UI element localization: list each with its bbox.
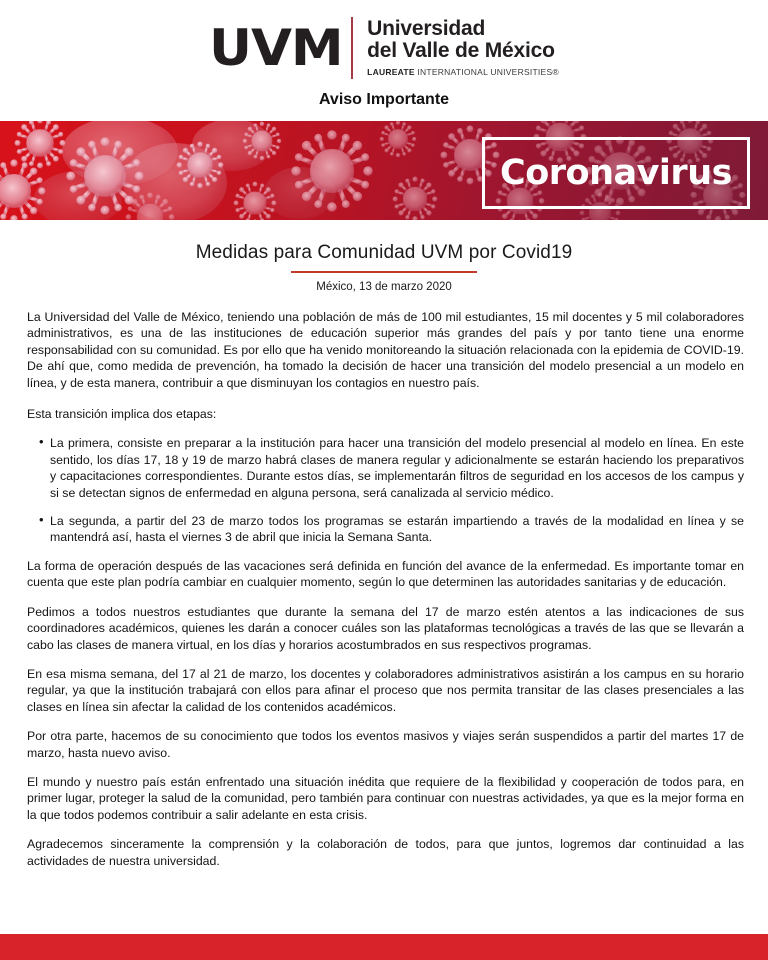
- logo-university-line2: del Valle de México: [367, 39, 555, 62]
- etapas-list: [27, 435, 744, 545]
- paragraph-operacion: La forma de operación después de las vacaciones será definida en función del avance de la enfermedad. Es importante tomar en cuenta que este plan podría cambiar en cualquier momento, según lo que determinen las autoridades sanitarias y de educación.: [27, 558, 744, 590]
- footer-bar: [0, 934, 768, 960]
- page-title: Medidas para Comunidad UVM por Covid19: [195, 242, 573, 263]
- logo-text-block: [367, 17, 559, 79]
- paragraph-docentes: En esa misma semana, del 17 al 21 de marzo, los docentes y colaboradores administrativos asistirán a los campus en su horario regular, ya que la institución trabajará con ellos para afinar el proceso que nos permita transitar de las clases presenciales a las clases en línea sin afectar la calidad de los contenidos académicos.: [27, 666, 744, 714]
- paragraph-etapas-intro: Esta transición implica dos etapas:: [27, 407, 217, 422]
- paragraph-agradecimiento: Agradecemos sinceramente la comprensión y la colaboración de todos, para que juntos, logremos dar continuidad a las actividades de nuestra universidad.: [27, 837, 744, 868]
- paragraph-estudiantes: Pedimos a todos nuestros estudiantes que durante la semana del 17 de marzo estén atentos a las indicaciones de sus coordinadores académicos, quienes les darán a conocer cuáles son las plataformas tecnológicas a través de las que se llevarán a cabo las clases de manera virtual, en los días y horarios acostumbrados en sus respectivos programas.: [27, 604, 744, 652]
- logo-tagline: [367, 67, 559, 77]
- logo-university-line1: Universidad: [367, 17, 486, 40]
- document-header: [0, 0, 768, 95]
- document-date: México, 13 de marzo 2020: [316, 281, 452, 293]
- notice-heading: Aviso Importante: [318, 91, 450, 108]
- coronavirus-badge: [482, 137, 750, 209]
- title-block: [0, 242, 768, 273]
- document-body: [0, 309, 768, 869]
- list-item: • La segunda, a partir del 23 de marzo todos los programas se estarán impartiendo a través de la modalidad en línea y se mantendrá así, hasta el viernes 3 de abril que inicia la Semana Santa.: [27, 513, 744, 546]
- logo-tagline-laureate: LAUREATE: [367, 67, 415, 77]
- uvm-wordmark-icon: UVM: [209, 18, 343, 77]
- paragraph-mundo: El mundo y nuestro país están enfrentado una situación inédita que requiere de la flexibilidad y cooperación de todos para, en primer lugar, proteger la salud de la comunidad, pero también para continuar con nuestras actividades, ya que es la mejor forma en la que todos podemos contribuir a salir adelante en esta crisis.: [27, 774, 744, 822]
- logo-tagline-rest: INTERNATIONAL UNIVERSITIES®: [417, 67, 559, 77]
- paragraph-eventos: Por otra parte, hacemos de su conocimiento que todos los eventos masivos y viajes serán suspendidos a partir del martes 17 de marzo, hasta nuevo aviso.: [27, 729, 744, 760]
- coronavirus-banner: [0, 121, 768, 220]
- list-item: • La primera, consiste en preparar a la institución para hacer una transición del modelo presencial al modelo en línea. En este sentido, los días 17, 18 y 19 de marzo habrá clases de manera regular y adicionalmente se estarán haciendo los preparativos y capacitaciones correspondientes. Durante estos días, se implementarán filtros de seguridad en los accesos de los campus y si se detectan signos de enfermedad en alguna persona, será canalizada al servicio médico.: [27, 435, 744, 501]
- uvm-logo: [209, 17, 559, 79]
- paragraph-intro: La Universidad del Valle de México, teniendo una población de más de 100 mil estudiantes, 15 mil docentes y 5 mil colaboradores administrativos, es una de las instituciones de educación superior más grandes del país y por tanto tiene una enorme responsabilidad con su comunidad. Es por ello que ha venido monitoreando la situación relacionada con la epidemia de COVID-19. De ahí que, como medida de prevención, ha tomado la decisión de hacer una transición del modelo presencial a un modelo en línea, y de esta manera, contribuir a que disminuyan los contagios en nuestro país.: [27, 310, 744, 390]
- title-underline-rule: [291, 271, 477, 273]
- coronavirus-badge-label: Coronavirus: [500, 152, 732, 193]
